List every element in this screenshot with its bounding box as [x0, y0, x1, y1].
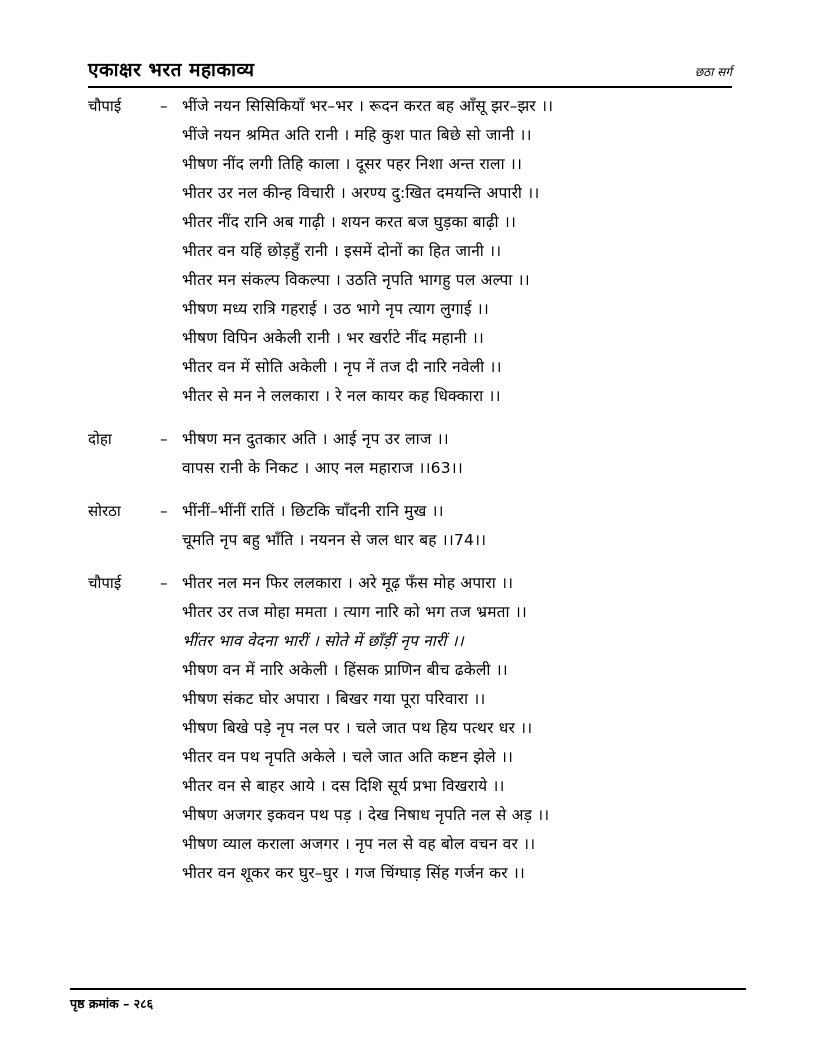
verse-text: भीषण संकट घोर अपारा । बिखर गया पूरा परिवारा ।। — [182, 690, 486, 708]
verse-content — [88, 92, 736, 902]
verse-text: भीषण विपिन अकेली रानी । भर खर्राटे नींद महानी ।। — [182, 329, 484, 347]
verse-line — [88, 92, 736, 121]
verse-text: भींतर भाव वेदना भारीं । सोते में छाँड़ीं नृप नारीं ।। — [182, 632, 464, 650]
verse-text: भीतर उर नल कीन्ह विचारी । अरण्य दु:खित दमयन्ति अपारी ।। — [182, 184, 540, 202]
verse-text: भीषण वन में नारि अकेली । हिंसक प्राणिन बीच ढकेली ।। — [182, 661, 508, 679]
stanza-label: दोहा — [88, 430, 112, 448]
verse-line — [88, 743, 736, 772]
verse-line — [88, 830, 736, 859]
verse-text: भीतर से मन ने ललकारा । रे नल कायर कह धिक्कारा ।। — [182, 387, 501, 405]
verse-text: भींनीं–भींनीं रातिं । छिटकि चाँदनी रानि मुख ।। — [182, 502, 444, 520]
verse-text: भीतर वन से बाहर आये । दस दिशि सूर्य प्रभा विखराये ।। — [182, 777, 505, 795]
verse-text: भीषण मन दुतकार अति । आई नृप उर लाज ।। — [182, 430, 449, 448]
stanza-dash: – — [160, 97, 168, 115]
verse-text: भीतर वन पथ नृपति अकेले । चले जात अति कष्टन झेले ।। — [182, 748, 514, 766]
stanza-dash: – — [160, 574, 168, 592]
verse-line — [88, 859, 736, 888]
book-title: एकाक्षर भरत महाकाव्य — [88, 59, 255, 81]
verse-line — [88, 714, 736, 743]
verse-text: भीतर मन संकल्प विकल्पा । उठति नृपति भागहु पल अल्पा ।। — [182, 271, 530, 289]
verse-text: भीषण नींद लगी तिहि काला । दूसर पहर निशा अन्त राला ।। — [182, 155, 523, 173]
verse-line — [88, 324, 736, 353]
verse-line — [88, 382, 736, 411]
verse-text: भीतर वन यहिं छोड़हुँ रानी । इसमें दोनों का हित जानी ।। — [182, 242, 502, 260]
verse-line — [88, 685, 736, 714]
verse-line — [88, 425, 736, 454]
verse-line — [88, 526, 736, 555]
verse-line — [88, 627, 736, 656]
verse-text: भीषण मध्य रात्रि गहराई । उठ भागे नृप त्याग लुगाई ।। — [182, 300, 489, 318]
stanza-soratha — [88, 497, 736, 555]
verse-line — [88, 266, 736, 295]
verse-line — [88, 150, 736, 179]
page-number: पृष्ठ क्रमांक – २८६ — [70, 996, 154, 1011]
verse-text: भीतर नींद रानि अब गाढ़ी । शयन करत बज घुड़का बाढ़ी ।। — [182, 213, 517, 231]
verse-text: भींजे नयन श्रमित अति रानी । महि कुश पात बिछे सो जानी ।। — [182, 126, 532, 144]
verse-text: भीषण व्याल कराला अजगर । नृप नल से वह बोल वचन वर ।। — [182, 835, 536, 853]
verse-line — [88, 656, 736, 685]
verse-text: चूमति नृप बहु भाँति । नयनन से जल धार बह ।।74।। — [182, 531, 487, 549]
stanza-dash: – — [160, 430, 168, 448]
stanza-dash: – — [160, 502, 168, 520]
verse-text: भीषण बिखे पड़े नृप नल पर । चले जात पथ हिय पत्थर धर ।। — [182, 719, 533, 737]
stanza-label: चौपाई — [88, 97, 122, 115]
chapter-label: छठा सर्ग — [694, 65, 732, 79]
verse-line — [88, 801, 736, 830]
verse-text: भीतर उर तज मोहा ममता । त्याग नारि को भग तज भ्रमता ।। — [182, 603, 528, 621]
verse-line — [88, 569, 736, 598]
verse-text: भीषण अजगर इकवन पथ पड़ । देख निषाध नृपति नल से अड़ ।। — [182, 806, 550, 824]
verse-line — [88, 772, 736, 801]
verse-text: वापस रानी के निकट । आए नल महाराज ।।63।। — [182, 459, 463, 477]
verse-text: भीतर नल मन फिर ललकारा । अरे मूढ़ फँस मोह अपारा ।। — [182, 574, 514, 592]
verse-text: भीतर वन में सोति अकेली । नृप नें तज दी नारि नवेली ।। — [182, 358, 502, 376]
verse-line — [88, 208, 736, 237]
verse-line — [88, 598, 736, 627]
page-footer — [70, 988, 746, 1012]
verse-line — [88, 295, 736, 324]
verse-text: भींजे नयन सिसिकियाँ भर–भर । रूदन करत बह आँसू झर–झर ।। — [182, 97, 554, 115]
stanza-chaupai-2 — [88, 569, 736, 888]
verse-line — [88, 454, 736, 483]
page-header — [88, 56, 732, 88]
stanza-chaupai-1 — [88, 92, 736, 411]
verse-text: भीतर वन शूकर कर घुर–घुर । गज चिंग्घाड़ सिंह गर्जन कर ।। — [182, 864, 526, 882]
stanza-doha — [88, 425, 736, 483]
verse-line — [88, 497, 736, 526]
verse-line — [88, 353, 736, 382]
verse-line — [88, 237, 736, 266]
stanza-label: सोरठा — [88, 502, 121, 520]
stanza-label: चौपाई — [88, 574, 122, 592]
verse-line — [88, 121, 736, 150]
verse-line — [88, 179, 736, 208]
